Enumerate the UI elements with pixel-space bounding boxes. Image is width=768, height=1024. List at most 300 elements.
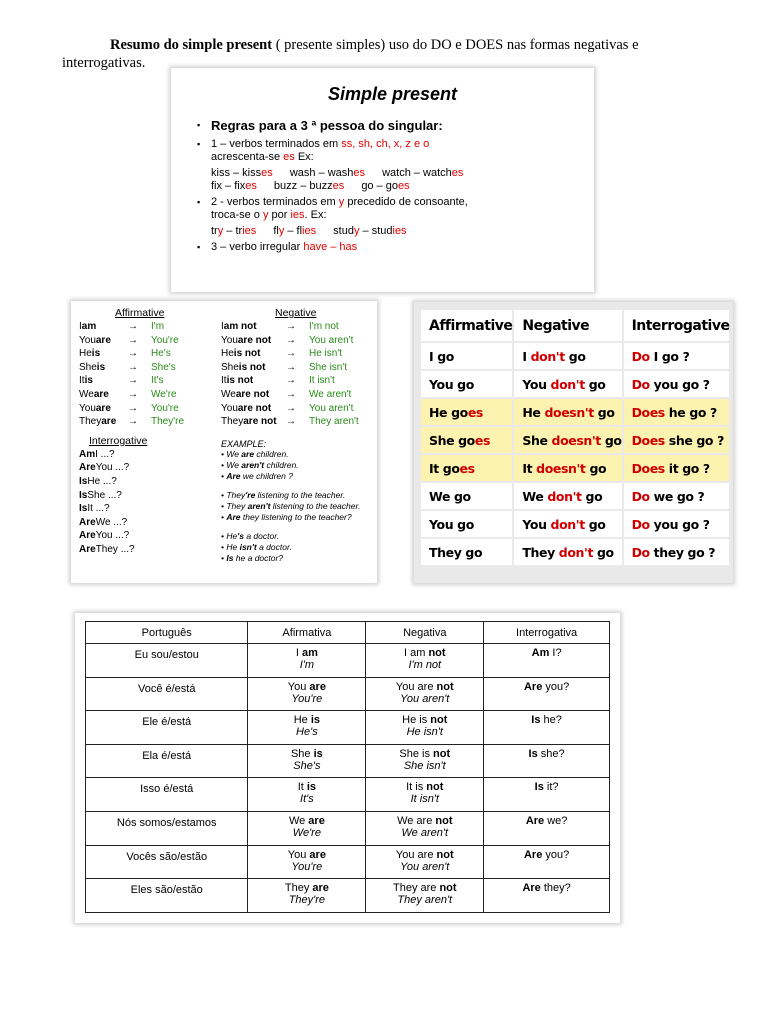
question-text: he go ? xyxy=(664,404,717,420)
example-pre: • xyxy=(221,470,227,481)
affirmative-text: You go xyxy=(429,516,474,532)
example-post: listening to the teacher. xyxy=(270,500,361,511)
negative-full xyxy=(221,415,279,429)
subject: It xyxy=(79,375,85,387)
affirmative-text: I go xyxy=(429,348,454,364)
subject: We ...? xyxy=(95,516,128,528)
verb: go xyxy=(593,544,614,560)
rule-2-ies: ies xyxy=(290,209,305,221)
arrow-icon: → xyxy=(128,388,138,400)
subject: You xyxy=(79,402,96,414)
subject: She xyxy=(290,747,314,760)
example-sentence xyxy=(221,490,360,501)
affirmative-contraction: He's xyxy=(151,348,171,360)
verb-not: is not xyxy=(226,375,254,387)
pt-header-interrogativa: Interrogativa xyxy=(484,622,610,644)
example-pre: • We xyxy=(221,448,242,459)
verb: is xyxy=(313,747,323,760)
subject-verb: You are xyxy=(395,848,437,861)
subject: You ...? xyxy=(95,462,130,474)
affirmative-row xyxy=(79,388,184,402)
pt-header-negativa: Negativa xyxy=(366,622,484,644)
affirmative-column xyxy=(79,307,184,557)
affirmative-contraction: It's xyxy=(300,793,314,806)
grid-header-interrogative: Interrogative xyxy=(624,310,730,341)
negative-full xyxy=(221,388,279,402)
grid-negative-cell xyxy=(514,539,621,565)
grid-negative-cell xyxy=(514,427,621,453)
not: not xyxy=(435,814,453,827)
example-study: study – studies xyxy=(333,225,407,237)
verb: Am xyxy=(79,448,96,460)
pt-portuguese-cell: Nós somos/estamos xyxy=(86,811,248,845)
subject: You ...? xyxy=(95,530,130,542)
grid-negative-cell xyxy=(514,371,621,397)
affirmative-full xyxy=(79,374,121,388)
question-text: you go ? xyxy=(649,376,710,392)
subject: He ...? xyxy=(87,475,117,487)
verb: go xyxy=(585,460,607,476)
verb: Is xyxy=(79,503,88,515)
affirmative-row xyxy=(79,347,184,361)
negative-full xyxy=(366,748,483,760)
verb-not: is not xyxy=(238,361,266,373)
affirmative-full xyxy=(79,347,121,361)
example-sentence xyxy=(221,542,360,553)
example-pre: • xyxy=(221,511,227,522)
example-sentence xyxy=(221,512,360,523)
verb: are xyxy=(309,848,326,861)
pt-row xyxy=(86,677,610,711)
negative-full xyxy=(221,320,279,334)
verb: Are xyxy=(79,462,96,474)
verb: Is xyxy=(534,781,544,794)
affirmative-text: We go xyxy=(429,488,471,504)
grid-interrogative-cell xyxy=(624,343,730,369)
negative-row xyxy=(221,388,360,402)
verb: go xyxy=(600,432,622,448)
subject: We xyxy=(79,388,94,400)
affirmative-text: She go xyxy=(429,432,475,448)
rule-2-y: y xyxy=(338,196,345,208)
verb: am xyxy=(81,321,97,332)
verb: are xyxy=(309,680,326,693)
arrow-icon: → xyxy=(128,416,138,428)
verb: am xyxy=(301,647,318,659)
interrogative-row xyxy=(79,502,184,516)
pt-negative-cell xyxy=(366,778,484,812)
verb-not: are not xyxy=(235,388,270,400)
portuguese-table xyxy=(85,621,610,913)
grid-affirmative-cell xyxy=(421,427,512,453)
negative-contraction: It isn't xyxy=(309,375,335,387)
pt-row xyxy=(86,744,610,778)
affirmative-full xyxy=(79,320,121,334)
pt-portuguese-cell: Isso é/está xyxy=(86,778,248,812)
affirmative-full xyxy=(79,402,121,416)
auxiliary: don't xyxy=(550,376,585,392)
example-pre: • We xyxy=(221,459,242,470)
subject: I xyxy=(522,348,531,364)
question-text: it go ? xyxy=(664,460,710,476)
affirmative-contraction: It's xyxy=(151,375,164,387)
verb: Are xyxy=(523,680,543,693)
example-verb: 're xyxy=(245,489,256,500)
example-post: children. xyxy=(254,448,289,459)
grid-interrogative-cell xyxy=(624,371,730,397)
rule-1-endings: ss, sh, ch, x, z e o xyxy=(341,138,430,150)
pt-interrogative-cell xyxy=(484,644,610,678)
rule-1-text2: acrescenta-se xyxy=(211,151,284,163)
affirmative-text: They go xyxy=(429,544,483,560)
negative-row xyxy=(221,361,360,375)
example-sentence xyxy=(221,471,360,482)
rule-2-ex: . Ex: xyxy=(304,209,327,221)
rule-2-text3: troca-se o xyxy=(211,209,263,221)
negative-full xyxy=(366,681,483,693)
auxiliary: doesn't xyxy=(544,404,594,420)
grid-negative-cell xyxy=(514,455,621,481)
subject: They xyxy=(79,416,102,428)
affirmative-full xyxy=(79,334,121,348)
negative-full xyxy=(221,347,279,361)
verb: is xyxy=(310,714,321,727)
rules-heading: ▪ Regras para a 3 ª pessoa do singular: xyxy=(191,119,574,132)
arrow-icon: → xyxy=(128,321,138,332)
verb: are xyxy=(308,814,325,827)
auxiliary: Do xyxy=(631,516,650,532)
grid-negative-cell xyxy=(514,343,621,369)
subject-verb: She is xyxy=(399,747,434,760)
to-be-forms-image xyxy=(71,301,377,583)
pt-interrogative-cell xyxy=(484,677,610,711)
negative-full xyxy=(221,334,279,348)
subject: It xyxy=(297,781,307,794)
subject-verb: It is xyxy=(406,781,427,794)
example-verb: isn't xyxy=(239,541,257,552)
example-pre: • xyxy=(221,552,227,563)
auxiliary: don't xyxy=(530,348,565,364)
subject: I ...? xyxy=(95,448,115,460)
affirmative-row xyxy=(79,374,184,388)
subject: He xyxy=(522,404,545,420)
grid-affirmative-cell xyxy=(421,343,512,369)
affirmative-heading: Affirmative xyxy=(115,307,165,319)
subject: He xyxy=(221,348,234,360)
verb-not: is not xyxy=(233,348,261,360)
subject: She ...? xyxy=(87,489,122,501)
pt-row xyxy=(86,811,610,845)
intro-paragraph xyxy=(62,36,702,72)
rule-2-y2: y xyxy=(262,209,269,221)
affirmative-full xyxy=(248,681,365,693)
subject: I xyxy=(295,647,302,659)
pt-interrogative-cell xyxy=(484,711,610,745)
rule-3-text: 3 – verbo irregular xyxy=(211,241,304,253)
example-heading: EXAMPLE: xyxy=(221,438,267,449)
pt-interrogative-cell xyxy=(484,744,610,778)
arrow-icon: → xyxy=(286,416,296,428)
grid-affirmative-cell xyxy=(421,455,512,481)
example-sentence xyxy=(221,531,360,542)
verb: Is xyxy=(79,475,88,487)
affirmative-text: It go xyxy=(429,460,460,476)
negative-contraction: He isn't xyxy=(309,348,343,360)
negative-row xyxy=(221,334,360,348)
auxiliary: doesn't xyxy=(551,432,601,448)
verb: is xyxy=(306,781,317,794)
do-does-grid-image xyxy=(414,302,733,583)
grid-negative-cell xyxy=(514,511,621,537)
affirmative-full xyxy=(248,781,365,793)
example-sentence xyxy=(221,449,360,460)
rule-2-text2: precedido de consoante, xyxy=(344,196,468,208)
pt-header-afirmativa: Afirmativa xyxy=(248,622,366,644)
pt-affirmative-cell xyxy=(248,677,366,711)
subject: You xyxy=(79,334,96,346)
affirmative-row xyxy=(79,361,184,375)
example-verb: aren't xyxy=(241,459,265,470)
rules-title: Simple present xyxy=(327,84,458,104)
example-verb: Is xyxy=(226,552,234,563)
affirmative-ending: es xyxy=(474,432,490,448)
example-sentence xyxy=(221,460,360,471)
subject: we? xyxy=(544,814,568,827)
negative-contraction: You aren't xyxy=(309,402,354,414)
verb: Are xyxy=(523,848,543,861)
verb: are xyxy=(95,402,111,414)
intro-line2: interrogativas. xyxy=(62,55,146,71)
pt-affirmative-cell xyxy=(248,879,366,913)
affirmative-ending: es xyxy=(459,460,475,476)
subject-verb: We are xyxy=(397,814,436,827)
subject: We xyxy=(288,814,309,827)
pt-row xyxy=(86,845,610,879)
affirmative-full xyxy=(248,714,365,726)
affirmative-row xyxy=(79,320,184,334)
negative-contraction: You aren't xyxy=(400,860,450,873)
subject: they? xyxy=(540,882,571,895)
rule-1-text: 1 – verbos terminados em xyxy=(211,138,342,150)
negative-contraction: She isn't xyxy=(309,361,348,373)
pt-affirmative-cell xyxy=(248,711,366,745)
verb: is xyxy=(91,348,101,360)
subject: It xyxy=(522,460,537,476)
pt-portuguese-cell: Ele é/está xyxy=(86,711,248,745)
pt-negative-cell xyxy=(366,879,484,913)
grid-row xyxy=(421,539,729,565)
pt-affirmative-cell xyxy=(248,644,366,678)
affirmative-full xyxy=(248,815,365,827)
affirmative-full xyxy=(79,361,121,375)
verb: Is xyxy=(528,747,538,760)
verb: Are xyxy=(522,882,541,895)
pt-negative-cell xyxy=(366,845,484,879)
grid-row xyxy=(421,427,729,453)
pt-negative-cell xyxy=(366,711,484,745)
interrogative-row xyxy=(79,529,184,543)
pt-row xyxy=(86,778,610,812)
affirmative-contraction: You're xyxy=(291,692,323,705)
negative-row xyxy=(221,320,360,334)
pt-negative-cell xyxy=(366,644,484,678)
verb: go xyxy=(593,404,615,420)
not: not xyxy=(439,882,457,895)
intro-rest: ( presente simples) uso do DO e DOES nas formas negativas e xyxy=(272,37,639,53)
subject: I xyxy=(221,321,224,332)
pt-negative-cell xyxy=(366,811,484,845)
pt-row xyxy=(86,879,610,913)
example-post: a doctor. xyxy=(256,541,292,552)
example-kiss: kiss – kisses xyxy=(211,167,273,179)
pt-row xyxy=(86,711,610,745)
auxiliary: don't xyxy=(547,488,582,504)
subject: We xyxy=(522,488,548,504)
grid-affirmative-cell xyxy=(421,399,512,425)
subject: He xyxy=(79,348,92,360)
grid-header-affirmative: Affirmative xyxy=(421,310,512,341)
grid-interrogative-cell xyxy=(624,399,730,425)
verb: Is xyxy=(531,714,541,727)
rule-1-ex: Ex: xyxy=(294,151,314,163)
negative-row xyxy=(221,347,360,361)
pt-portuguese-cell: Ela é/está xyxy=(86,744,248,778)
grid-interrogative-cell xyxy=(624,455,730,481)
negative-contraction: I'm not xyxy=(309,321,339,332)
subject: It ...? xyxy=(87,503,110,515)
example-pre: • He xyxy=(221,541,240,552)
negative-full xyxy=(366,882,483,894)
rule-3 xyxy=(191,241,574,254)
verb: are xyxy=(95,334,111,346)
pt-affirmative-cell xyxy=(248,744,366,778)
subject: She xyxy=(79,361,97,373)
interrogative-row xyxy=(79,489,184,503)
arrow-icon: → xyxy=(128,348,138,360)
negative-contraction: She isn't xyxy=(403,759,446,772)
affirmative-contraction: I'm xyxy=(299,659,315,671)
subject-verb: He is xyxy=(402,714,431,727)
auxiliary: Does xyxy=(631,432,665,448)
auxiliary: Does xyxy=(631,460,665,476)
example-sentence xyxy=(221,553,360,564)
negative-heading: Negative xyxy=(275,307,317,319)
subject: They ...? xyxy=(95,543,135,555)
arrow-icon: → xyxy=(286,388,296,400)
arrow-icon: → xyxy=(286,375,296,387)
pt-affirmative-cell xyxy=(248,778,366,812)
example-fly: fly – flies xyxy=(273,225,317,237)
example-sentence xyxy=(221,501,360,512)
example-verb: Are xyxy=(226,470,241,481)
example-fix: fix – fixes xyxy=(211,180,257,192)
auxiliary: Do xyxy=(631,376,650,392)
subject: he? xyxy=(540,714,562,727)
negative-contraction: You aren't xyxy=(309,334,354,346)
subject: We xyxy=(221,388,236,400)
affirmative-contraction: They're xyxy=(288,894,326,907)
arrow-icon: → xyxy=(286,361,296,373)
affirmative-contraction: You're xyxy=(151,334,179,346)
affirmative-row xyxy=(79,334,184,348)
question-text: they go ? xyxy=(649,544,716,560)
grid-interrogative-cell xyxy=(624,483,730,509)
pt-interrogative-cell xyxy=(484,845,610,879)
verb-not: are not xyxy=(237,402,272,414)
grid-interrogative-cell xyxy=(624,539,730,565)
example-pre: • They xyxy=(221,489,246,500)
grid-row xyxy=(421,399,729,425)
subject: They xyxy=(221,416,244,428)
grid-affirmative-cell xyxy=(421,511,512,537)
auxiliary: Does xyxy=(631,404,665,420)
example-post: children. xyxy=(264,459,299,470)
pt-interrogative-cell xyxy=(484,879,610,913)
question-text: you go ? xyxy=(649,516,710,532)
verb: Are xyxy=(79,516,96,528)
example-try: try – tries xyxy=(211,225,257,237)
grid-row xyxy=(421,455,729,481)
subject: You xyxy=(221,334,238,346)
auxiliary: Do xyxy=(631,488,650,504)
negative-contraction: They aren't xyxy=(309,416,359,428)
subject: You xyxy=(287,680,310,693)
subject: She xyxy=(221,361,239,373)
grid-row xyxy=(421,483,729,509)
example-pre: • He xyxy=(221,530,238,541)
example-post: he a doctor? xyxy=(233,552,284,563)
affirmative-contraction: They're xyxy=(151,416,185,428)
affirmative-contraction: He's xyxy=(296,726,318,739)
affirmative-full xyxy=(248,647,365,659)
affirmative-contraction: I'm xyxy=(151,321,165,332)
example-post: listening to the teacher. xyxy=(255,489,346,500)
verb: is xyxy=(96,361,106,373)
negative-full xyxy=(221,402,279,416)
subject: You xyxy=(522,516,551,532)
verb: Is xyxy=(79,489,88,501)
intro-bold: Resumo do simple present xyxy=(110,37,273,53)
subject: He xyxy=(293,714,311,727)
auxiliary: don't xyxy=(550,516,585,532)
subject: They xyxy=(522,544,559,560)
grid-negative-cell xyxy=(514,399,621,425)
example-watch: watch – watches xyxy=(382,167,464,179)
verb: are xyxy=(101,416,117,428)
verb: go xyxy=(581,488,603,504)
interrogative-row xyxy=(79,448,184,462)
example-wash: wash – washes xyxy=(289,167,366,179)
verb-not: are not xyxy=(243,416,277,428)
not: not xyxy=(436,680,454,693)
negative-contraction: I'm not xyxy=(408,659,442,671)
negative-contraction: They aren't xyxy=(397,894,453,907)
affirmative-contraction: You're xyxy=(151,402,179,414)
affirmative-full xyxy=(79,388,121,402)
rule-1 xyxy=(191,138,574,164)
question-text: I go ? xyxy=(649,348,690,364)
negative-row xyxy=(221,374,360,388)
affirmative-contraction: She's xyxy=(151,361,176,373)
auxiliary: don't xyxy=(558,544,594,560)
verb: go xyxy=(584,516,606,532)
subject: They xyxy=(284,882,313,895)
auxiliary: doesn't xyxy=(536,460,586,476)
negative-contraction: He isn't xyxy=(406,726,443,739)
interrogative-row xyxy=(79,461,184,475)
negative-full xyxy=(366,849,483,861)
grid-affirmative-cell xyxy=(421,371,512,397)
